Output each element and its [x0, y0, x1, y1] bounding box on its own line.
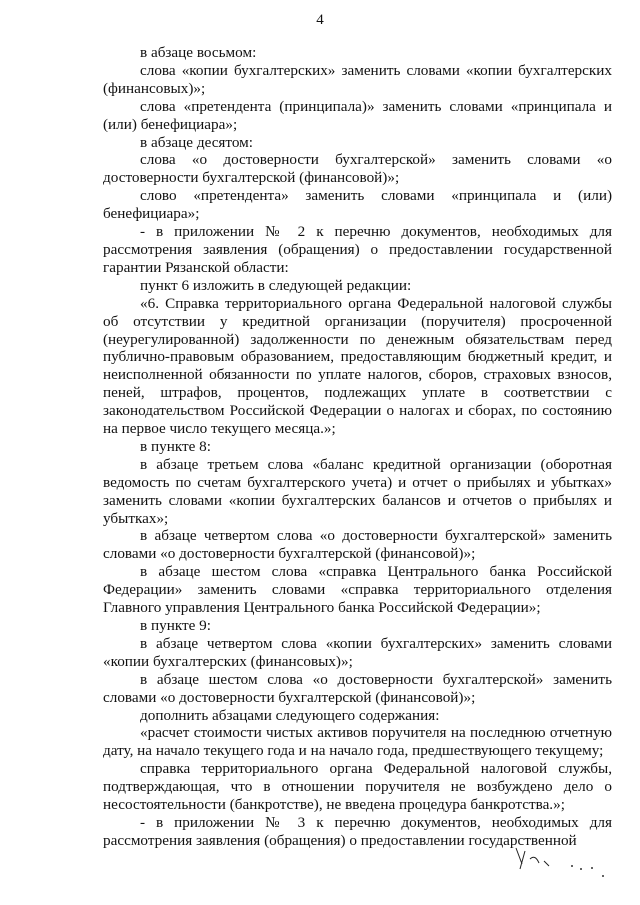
paragraph: в абзаце восьмом:: [140, 44, 257, 61]
paragraph: пункт 6 изложить в следующей редакции:: [140, 276, 412, 294]
paragraph: слова «копии бухгалтерских» заменить словами «копии бухгалтерских (финансовых)»;: [103, 61, 612, 97]
paragraph: слова «претендента (принципала)» заменить словами «принципала и (или) бенефициара»;: [103, 97, 612, 133]
paragraph: в пункте 8:: [140, 437, 211, 455]
paragraph: справка территориального органа Федеральной налоговой службы, подтверждающая, что в отношении поручителя не возбуждено дело о несостоятельности (банкротстве), не введена процедура банкротства.»;: [103, 760, 612, 814]
page-number: 4: [316, 12, 324, 28]
paragraph: в пункте 9:: [140, 617, 211, 634]
paragraph: «расчет стоимости чистых активов поручителя на последнюю отчетную дату, на начало текущего года и на начало года, предшествующего текущему;: [103, 724, 612, 760]
paragraph: - в приложении № 2 к перечню документов, необходимых для рассмотрения заявления (обращения) о предоставлении государственной гарантии Рязанской области:: [103, 223, 612, 276]
paragraph: дополнить абзацами следующего содержания:: [140, 706, 440, 724]
paragraph: - в приложении № 3 к перечню документов, необходимых для рассмотрения заявления (обращения) о предоставлении государственной: [103, 813, 612, 849]
paragraph: в абзаце четвертом слова «копии бухгалтерских» заменить словами «копии бухгалтерских (финансовых)»;: [103, 634, 612, 670]
paragraph: «6. Справка территориального органа Федеральной налоговой службы об отсутствии у кредитной организации (поручителя) просроченной (неурегулированной) задолженности по денежным обязательствам перед публично-правовым образованием, предоставляющим бюджетный кредит, и неисполненной обязанности по уплате налогов, сборов, страховых взносов, пеней, штрафов, процентов, подлежащих уплате в соответствии с законодательством Российской Федерации о налогах и сборах, по состоянию на первое число текущего месяца.»;: [103, 294, 612, 438]
paragraph: в абзаце четвертом слова «о достоверности бухгалтерской» заменить словами «о достоверности бухгалтерской (финансовой)»;: [103, 527, 612, 563]
paragraph: в абзаце десятом:: [140, 133, 253, 151]
initials-scribble: [508, 842, 608, 880]
paragraph: в абзаце шестом слова «справка Центрального банка Российской Федерации» заменить словами «справка территориального отделения Главного управления Центрального банка Российской Федерации»;: [103, 563, 612, 617]
paragraph: в абзаце шестом слова «о достоверности бухгалтерской» заменить словами «о достоверности бухгалтерской (финансовой)»;: [103, 670, 612, 706]
paragraph: слова «о достоверности бухгалтерской» заменить словами «о достоверности бухгалтерской (финансовой)»;: [103, 151, 612, 187]
document-body: [103, 44, 612, 850]
paragraph: в абзаце третьем слова «баланс кредитной организации (оборотная ведомость по счетам бухгалтерского учета) и отчет о прибылях и убытках» заменить словами «копии бухгалтерских балансов и отчетов о прибылях и убытках»;: [103, 455, 612, 527]
paragraph: слово «претендента» заменить словами «принципала и (или) бенефициара»;: [103, 187, 612, 223]
